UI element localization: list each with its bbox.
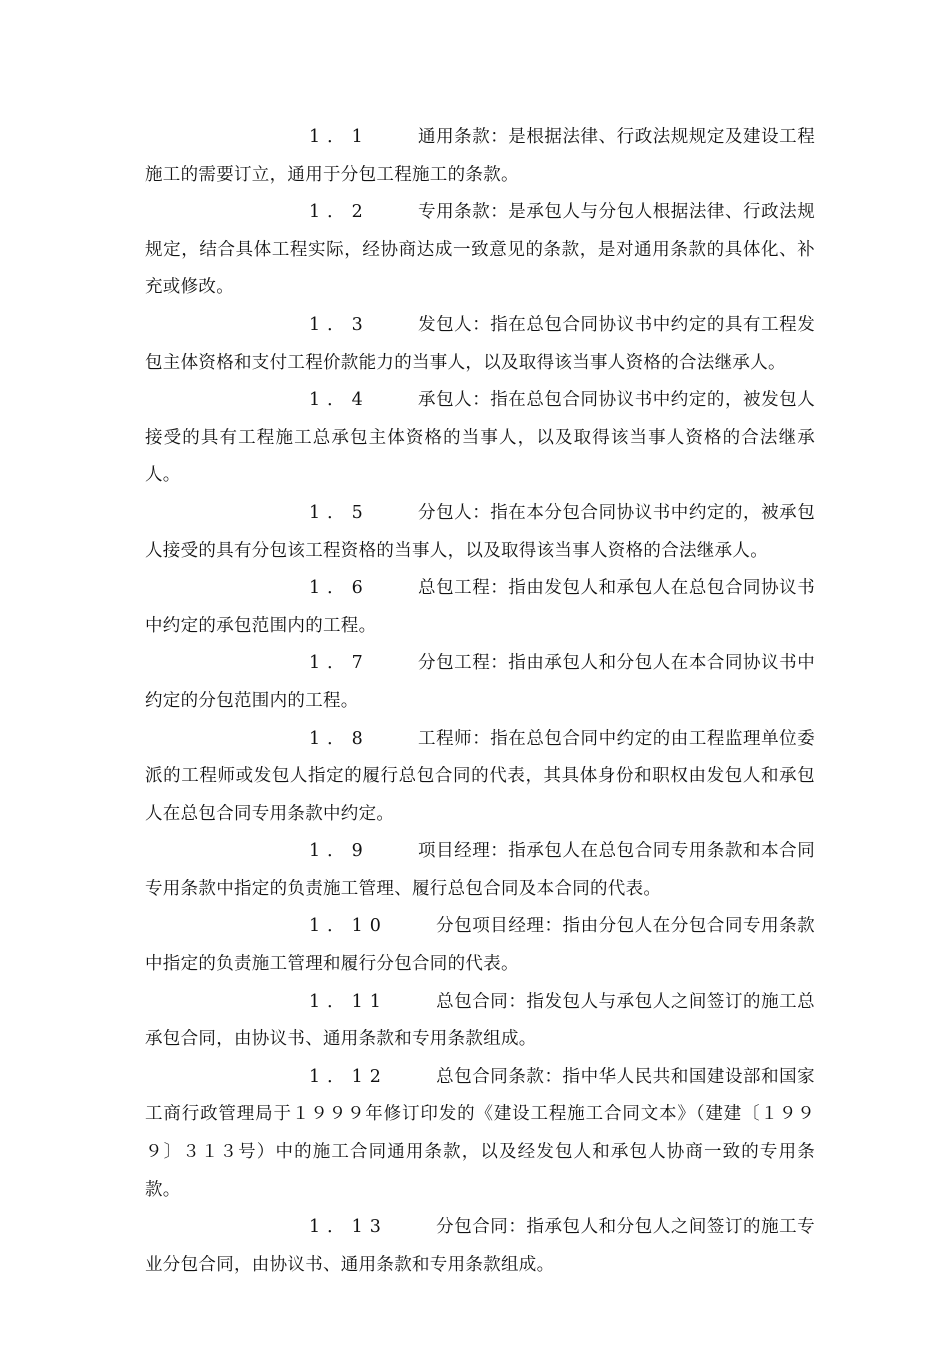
clause-1-11 xyxy=(145,984,815,1059)
clause-text: 承包人：指在总包合同协议书中约定的，被发包人接受的具有工程施工总承包主体资格的当事人，以及取得该当事人资格的合法继承人。 xyxy=(145,390,815,486)
clause-text: 分包合同：指承包人和分包人之间签订的施工专业分包合同，由协议书、通用条款和专用条款组成。 xyxy=(145,1217,815,1275)
clause-1-1 xyxy=(145,119,815,194)
clause-text: 总包工程：指由发包人和承包人在总包合同协议书中约定的承包范围内的工程。 xyxy=(145,578,815,636)
clause-1-10 xyxy=(145,908,815,983)
clause-1-9 xyxy=(145,833,815,908)
clause-number: 1．4 xyxy=(309,390,370,411)
clause-text: 分包人：指在本分包合同协议书中约定的，被承包人接受的具有分包该工程资格的当事人，以及取得该当事人资格的合法继承人。 xyxy=(145,502,815,561)
clause-number: 1．1 xyxy=(309,127,370,147)
clause-number: 1．3 xyxy=(309,314,370,335)
clause-1-7 xyxy=(145,645,815,720)
clause-text: 总包合同条款：指中华人民共和国建设部和国家工商行政管理局于１９９９年修订印发的《建设工程施工合同文本》（建建〔１９９９〕３１３号）中的施工合同通用条款，以及经发包人和承包人协商一致的专用条款。 xyxy=(145,1066,815,1200)
clause-number: 1．6 xyxy=(309,578,370,599)
clause-number: 1．2 xyxy=(309,202,370,223)
clause-text: 项目经理：指承包人在总包合同专用条款和本合同专用条款中指定的负责施工管理、履行总包合同及本合同的代表。 xyxy=(145,841,815,899)
clause-text: 分包项目经理：指由分包人在分包合同专用条款中指定的负责施工管理和履行分包合同的代表。 xyxy=(145,916,815,975)
clause-text: 发包人：指在总包合同协议书中约定的具有工程发包主体资格和支付工程价款能力的当事人，以及取得该当事人资格的合法继承人。 xyxy=(145,314,815,373)
clause-text: 分包工程：指由承包人和分包人在本合同协议书中约定的分包范围内的工程。 xyxy=(145,653,815,711)
clause-text: 专用条款：是承包人与分包人根据法律、行政法规规定，结合具体工程实际，经协商达成一致意见的条款，是对通用条款的具体化、补充或修改。 xyxy=(145,202,815,298)
clause-1-5 xyxy=(145,495,815,570)
clause-1-8 xyxy=(145,721,815,834)
clause-number: 1．9 xyxy=(309,841,370,862)
clause-text: 通用条款：是根据法律、行政法规规定及建设工程施工的需要订立，通用于分包工程施工的条款。 xyxy=(145,127,815,185)
clause-number: 1．7 xyxy=(309,653,370,674)
clause-number: 1．8 xyxy=(309,728,370,749)
clause-number: 1．12 xyxy=(309,1066,388,1087)
clause-1-6 xyxy=(145,570,815,645)
clause-text: 总包合同：指发包人与承包人之间签订的施工总承包合同，由协议书、通用条款和专用条款组成。 xyxy=(145,991,815,1050)
clause-1-4 xyxy=(145,382,815,495)
clause-1-12 xyxy=(145,1059,815,1209)
clause-number: 1．11 xyxy=(309,991,388,1012)
clause-1-3 xyxy=(145,307,815,382)
clause-number: 1．10 xyxy=(309,916,388,937)
clause-1-2 xyxy=(145,194,815,307)
clause-number: 1．13 xyxy=(309,1217,388,1238)
clause-1-13 xyxy=(145,1209,815,1284)
clause-number: 1．5 xyxy=(309,502,370,523)
clause-list xyxy=(145,119,815,1284)
clause-text: 工程师：指在总包合同中约定的由工程监理单位委派的工程师或发包人指定的履行总包合同的代表，其具体身份和职权由发包人和承包人在总包合同专用条款中约定。 xyxy=(145,728,815,824)
